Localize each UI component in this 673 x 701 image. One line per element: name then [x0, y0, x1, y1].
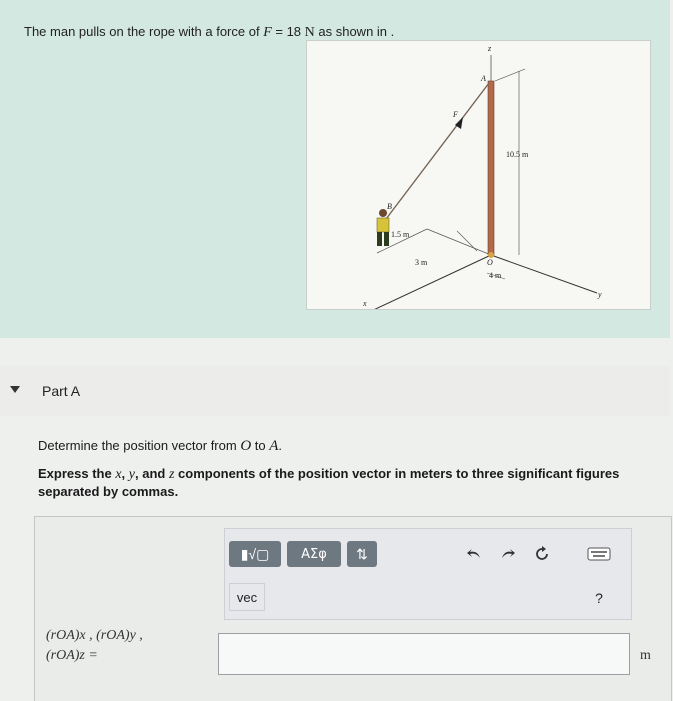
force-symbol: F	[263, 25, 272, 40]
label-a: A	[481, 74, 486, 83]
label-3m: 3 m	[415, 258, 428, 267]
question-instructions	[38, 465, 638, 500]
instr-text-b: ,	[121, 466, 129, 481]
label-y: y	[598, 290, 602, 299]
problem-statement-panel	[0, 0, 670, 338]
prompt-point-a: A	[269, 438, 279, 454]
instr-text-c: , and	[135, 466, 169, 481]
label-o: O	[487, 258, 493, 267]
label-4m: 4 m	[489, 271, 502, 280]
label-1-5m: 1.5 m	[391, 230, 410, 239]
prompt-text-mid: to	[251, 438, 270, 453]
man-figure	[377, 209, 389, 246]
question-prompt	[38, 438, 638, 455]
label-b: B	[387, 202, 392, 211]
dim-3m	[457, 231, 477, 251]
dim-height-top	[495, 69, 525, 81]
instr-text-a: Express the	[38, 466, 116, 481]
keyboard-icon[interactable]	[585, 543, 613, 565]
y-axis	[491, 255, 597, 293]
arrows-button[interactable]: ⇅	[347, 541, 377, 567]
answer-label	[46, 626, 143, 666]
force-unit: N	[304, 25, 315, 40]
force-equals: = 18	[271, 24, 305, 39]
reset-icon[interactable]	[531, 543, 553, 565]
problem-text-end: as shown in .	[314, 24, 395, 39]
collapse-triangle-icon[interactable]	[10, 386, 20, 393]
instr-z: z	[168, 467, 175, 482]
label-z: z	[488, 44, 492, 53]
redo-icon[interactable]	[497, 543, 519, 565]
part-title: Part A	[42, 383, 81, 399]
problem-text-start: The man pulls on the rope with a force of	[24, 24, 264, 39]
answer-input[interactable]	[218, 633, 630, 675]
figure-drawing	[307, 41, 650, 309]
rope	[383, 83, 489, 223]
instr-text-d: components of the position vector in meters to three significant figures separated by commas.	[38, 466, 620, 499]
part-a-header[interactable]	[0, 366, 670, 416]
help-button[interactable]: ?	[595, 590, 603, 606]
pole	[488, 81, 494, 255]
math-toolbar	[224, 528, 632, 620]
instr-y: y	[128, 467, 135, 482]
prompt-text-start: Determine the position vector from	[38, 438, 241, 453]
problem-text	[24, 24, 394, 41]
prompt-text-end: .	[278, 438, 283, 453]
instr-x: x	[115, 467, 122, 482]
answer-unit: m	[640, 648, 651, 663]
question	[38, 438, 638, 500]
label-f: F	[453, 110, 458, 119]
problem-figure	[306, 40, 651, 310]
vec-button[interactable]: vec	[229, 583, 265, 611]
x-axis	[367, 255, 491, 309]
templates-button[interactable]: ▮√▢	[229, 541, 281, 567]
answer-label-line1: (rOA)x , (rOA)y ,	[46, 628, 143, 643]
label-x: x	[363, 299, 367, 308]
prompt-point-o: O	[240, 438, 252, 454]
greek-symbols-button[interactable]: ΑΣφ	[287, 541, 341, 567]
label-height: 10.5 m	[506, 150, 529, 159]
answer-label-line2: (rOA)z =	[46, 648, 98, 663]
undo-icon[interactable]	[463, 543, 485, 565]
